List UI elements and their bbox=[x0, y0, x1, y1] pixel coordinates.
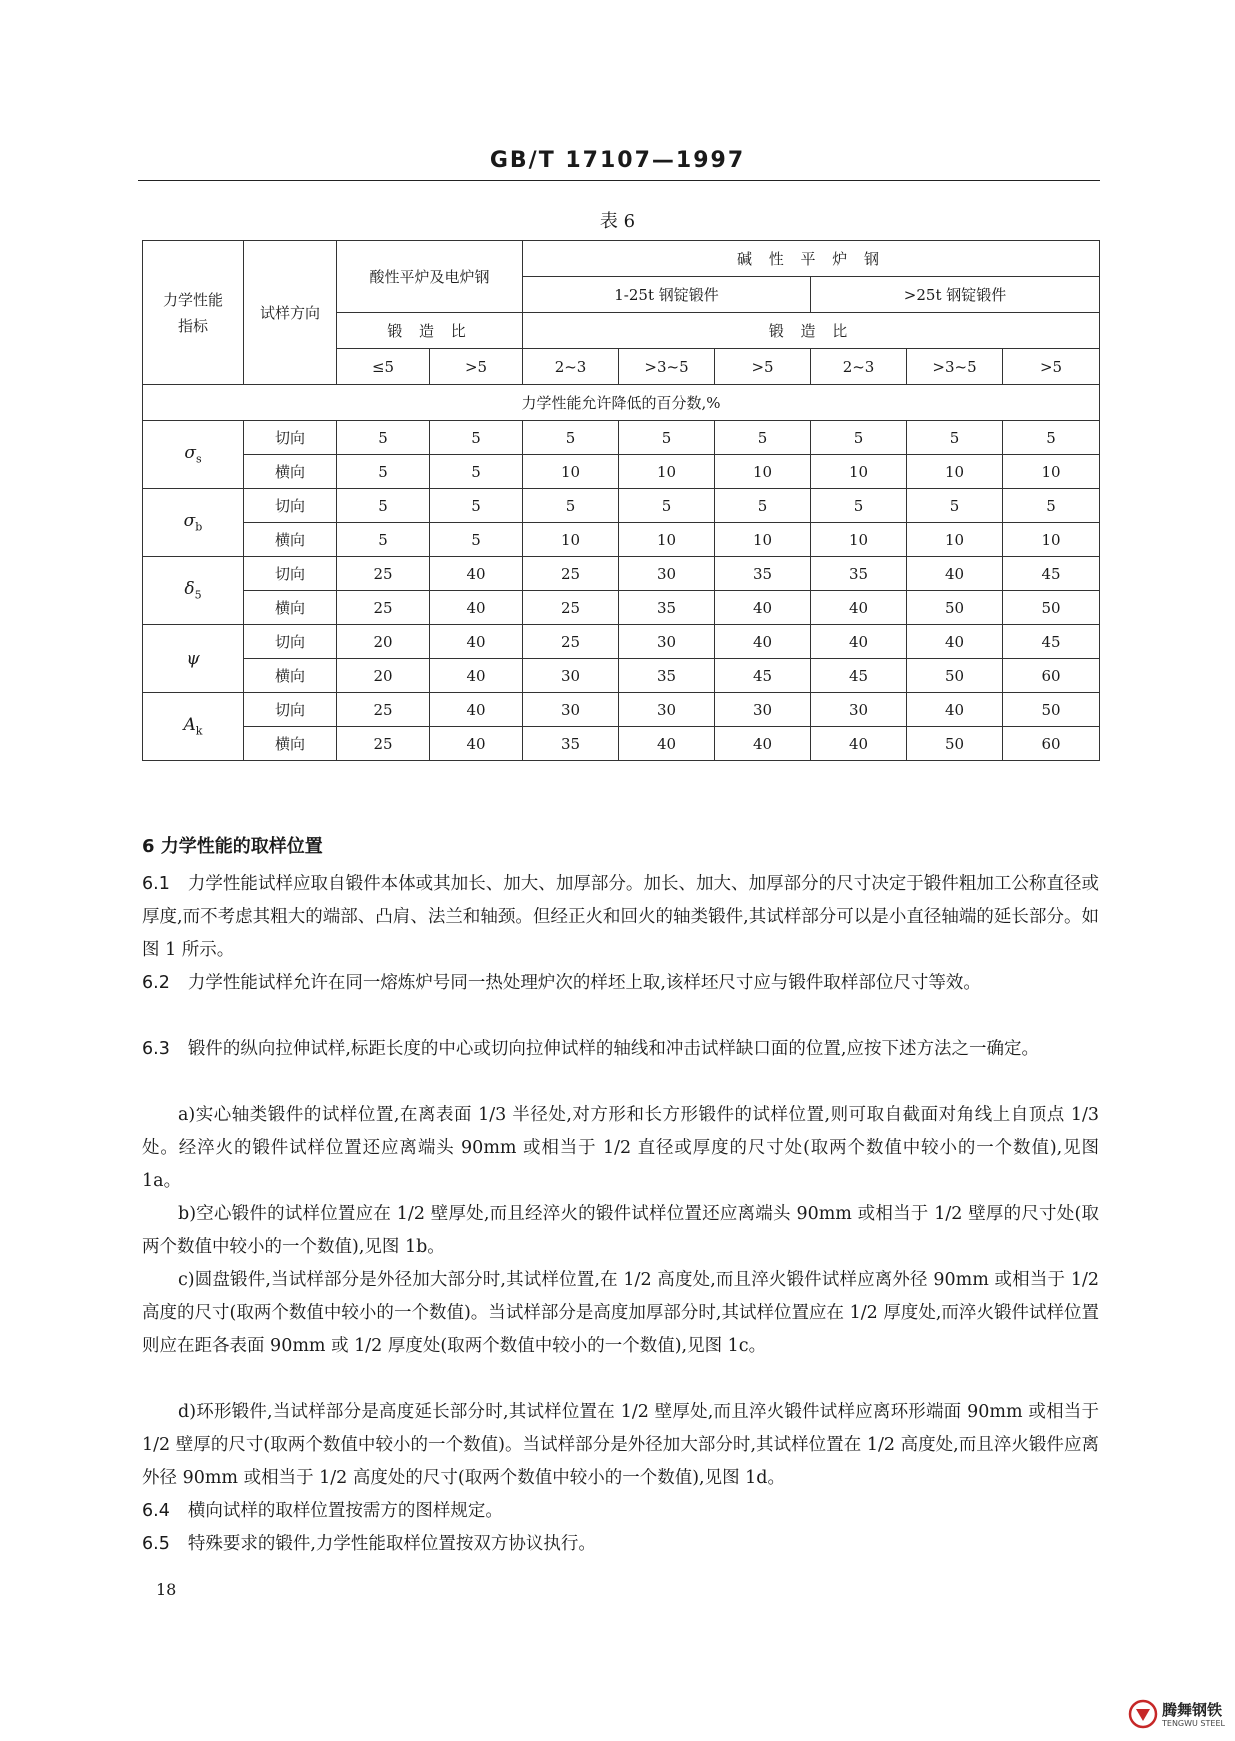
table-row bbox=[143, 421, 1100, 455]
value-cell: 25 bbox=[337, 591, 430, 625]
paragraph-6-3 bbox=[142, 1033, 1099, 1066]
value-cell: 45 bbox=[1003, 557, 1100, 591]
paragraph-6-1 bbox=[142, 868, 1099, 967]
value-cell: 30 bbox=[715, 693, 811, 727]
value-cell: 40 bbox=[907, 693, 1003, 727]
para-number-6-4: 6.4 bbox=[142, 1501, 170, 1521]
value-cell: 5 bbox=[907, 421, 1003, 455]
value-cell: 5 bbox=[337, 523, 430, 557]
standard-code-header: GB/T 17107—1997 bbox=[489, 148, 746, 173]
direction-cell: 横向 bbox=[244, 659, 337, 693]
value-cell: 10 bbox=[907, 455, 1003, 489]
value-cell: 40 bbox=[430, 693, 523, 727]
table-row bbox=[143, 693, 1100, 727]
value-cell: 50 bbox=[1003, 693, 1100, 727]
col-header-forging-ratio-acid: 锻 造 比 bbox=[337, 313, 523, 349]
page-number: 18 bbox=[156, 1580, 177, 1599]
section-title: 6 力学性能的取样位置 bbox=[142, 836, 323, 857]
value-cell: 10 bbox=[811, 455, 907, 489]
logo-mark-icon bbox=[1128, 1699, 1158, 1729]
para-text-6-3: 锻件的纵向拉伸试样,标距长度的中心或切向拉伸试样的轴线和冲击试样缺口面的位置,应按下述方法之一确定。 bbox=[187, 1039, 1039, 1059]
property-symbol: $\sigma_b$ bbox=[183, 511, 203, 534]
value-cell: 60 bbox=[1003, 659, 1100, 693]
direction-cell: 横向 bbox=[244, 455, 337, 489]
value-cell: 5 bbox=[907, 489, 1003, 523]
value-cell: 25 bbox=[523, 591, 619, 625]
value-cell: 25 bbox=[337, 557, 430, 591]
value-cell: 10 bbox=[523, 523, 619, 557]
value-cell: 10 bbox=[619, 455, 715, 489]
value-cell: 30 bbox=[523, 693, 619, 727]
property-symbol-subscript: k bbox=[195, 724, 203, 738]
property-symbol: $\delta_5$ bbox=[184, 579, 202, 602]
col-header-acid: 酸性平炉及电炉钢 bbox=[337, 241, 523, 313]
value-cell: 35 bbox=[715, 557, 811, 591]
direction-cell: 切向 bbox=[244, 693, 337, 727]
value-cell: 30 bbox=[811, 693, 907, 727]
direction-cell: 切向 bbox=[244, 421, 337, 455]
ratio-header-cell: 2~3 bbox=[811, 349, 907, 385]
direction-cell: 横向 bbox=[244, 727, 337, 761]
ratio-header-cell: 2~3 bbox=[523, 349, 619, 385]
value-cell: 30 bbox=[523, 659, 619, 693]
value-cell: 5 bbox=[523, 489, 619, 523]
value-cell: 10 bbox=[811, 523, 907, 557]
table-row bbox=[143, 591, 1100, 625]
value-cell: 5 bbox=[430, 421, 523, 455]
value-cell: 40 bbox=[811, 625, 907, 659]
table-row bbox=[143, 523, 1100, 557]
para-text-6-4: 横向试样的取样位置按需方的图样规定。 bbox=[187, 1501, 503, 1521]
value-cell: 30 bbox=[619, 625, 715, 659]
value-cell: 5 bbox=[619, 489, 715, 523]
value-cell: 20 bbox=[337, 659, 430, 693]
value-cell: 25 bbox=[337, 693, 430, 727]
paragraph-6-3-b: b)空心锻件的试样位置应在 1/2 壁厚处,而且经淬火的锻件试样位置还应离端头 90mm 或相当于 1/2 壁厚的尺寸处(取两个数值中较小的一个数值),见图 1b。 bbox=[142, 1204, 1099, 1257]
paragraph-6-2 bbox=[142, 967, 1099, 1000]
value-cell: 35 bbox=[619, 659, 715, 693]
value-cell: 50 bbox=[907, 591, 1003, 625]
table-row bbox=[143, 625, 1100, 659]
col-header-basic-large: >25t 钢锭锻件 bbox=[811, 277, 1100, 313]
direction-cell: 横向 bbox=[244, 523, 337, 557]
direction-cell: 切向 bbox=[244, 625, 337, 659]
value-cell: 50 bbox=[907, 727, 1003, 761]
table-caption: 表 6 bbox=[599, 211, 636, 232]
property-symbol-cell bbox=[143, 625, 244, 693]
paragraph-6-3-d: d)环形锻件,当试样部分是高度延长部分时,其试样位置在 1/2 壁厚处,而且淬火锻件试样应离环形端面 90mm 或相当于 1/2 壁厚的尺寸(取两个数值中较小的一个数值)。当试样部分是外径加大部分时,其试样位置在 1/2 高度处,而且淬火锻件应离外径 90mm 或相当于 1/2 高度处的尺寸(取两个数值中较小的一个数值),见图 1d。 bbox=[142, 1402, 1099, 1488]
direction-cell: 横向 bbox=[244, 591, 337, 625]
property-symbol: ψ bbox=[186, 648, 200, 669]
para-text-6-5: 特殊要求的锻件,力学性能取样位置按双方协议执行。 bbox=[187, 1534, 596, 1554]
value-cell: 60 bbox=[1003, 727, 1100, 761]
property-symbol-subscript: 5 bbox=[194, 588, 202, 602]
para-number-6-2: 6.2 bbox=[142, 973, 170, 993]
paragraph-6-3-c: c)圆盘锻件,当试样部分是外径加大部分时,其试样位置,在 1/2 高度处,而且淬火锻件试样应离外径 90mm 或相当于 1/2 高度的尺寸(取两个数值中较小的一个数值)。当试样部分是高度加厚部分时,其试样位置应在 1/2 厚度处,而淬火锻件试样位置则应在距各表面 90mm 或 1/2 厚度处(取两个数值中较小的一个数值),见图 1c。 bbox=[142, 1270, 1099, 1356]
ratio-header-cell: >3~5 bbox=[907, 349, 1003, 385]
value-cell: 45 bbox=[811, 659, 907, 693]
value-cell: 40 bbox=[715, 727, 811, 761]
ratio-header-cell: >5 bbox=[1003, 349, 1100, 385]
direction-cell: 切向 bbox=[244, 489, 337, 523]
value-cell: 35 bbox=[619, 591, 715, 625]
para-number-6-3: 6.3 bbox=[142, 1039, 170, 1059]
value-cell: 40 bbox=[430, 727, 523, 761]
value-cell: 30 bbox=[619, 557, 715, 591]
para-text-6-2: 力学性能试样允许在同一熔炼炉号同一热处理炉次的样坯上取,该样坯尺寸应与锻件取样部位尺寸等效。 bbox=[187, 973, 981, 993]
property-symbol-cell bbox=[143, 421, 244, 489]
value-cell: 10 bbox=[523, 455, 619, 489]
value-cell: 45 bbox=[715, 659, 811, 693]
property-symbol-cell bbox=[143, 557, 244, 625]
value-cell: 40 bbox=[430, 625, 523, 659]
value-cell: 40 bbox=[430, 591, 523, 625]
logo-text-cn: 腾舞钢铁 bbox=[1162, 1701, 1223, 1719]
para-text-6-1: 力学性能试样应取自锻件本体或其加长、加大、加厚部分。加长、加大、加厚部分的尺寸决定于锻件粗加工公称直径或厚度,而不考虑其粗大的端部、凸肩、法兰和轴颈。但经正火和回火的轴类锻件,其试样部分可以是小直径轴端的延长部分。如图 1 所示。 bbox=[142, 874, 1099, 960]
table-row bbox=[143, 659, 1100, 693]
value-cell: 25 bbox=[523, 557, 619, 591]
company-logo bbox=[1128, 1695, 1228, 1733]
value-cell: 40 bbox=[907, 625, 1003, 659]
header-rule bbox=[138, 180, 1100, 181]
value-cell: 5 bbox=[430, 455, 523, 489]
value-cell: 10 bbox=[619, 523, 715, 557]
value-cell: 5 bbox=[430, 489, 523, 523]
value-cell: 40 bbox=[907, 557, 1003, 591]
value-cell: 35 bbox=[811, 557, 907, 591]
value-cell: 5 bbox=[715, 489, 811, 523]
value-cell: 25 bbox=[523, 625, 619, 659]
value-cell: 50 bbox=[1003, 591, 1100, 625]
value-cell: 50 bbox=[907, 659, 1003, 693]
table-row bbox=[143, 489, 1100, 523]
value-cell: 5 bbox=[430, 523, 523, 557]
value-cell: 5 bbox=[1003, 421, 1100, 455]
value-cell: 10 bbox=[1003, 455, 1100, 489]
property-symbol-subscript: b bbox=[195, 520, 203, 534]
direction-cell: 切向 bbox=[244, 557, 337, 591]
table-subheader: 力学性能允许降低的百分数,% bbox=[143, 385, 1100, 421]
para-number-6-5: 6.5 bbox=[142, 1534, 170, 1554]
value-cell: 10 bbox=[715, 455, 811, 489]
value-cell: 10 bbox=[907, 523, 1003, 557]
value-cell: 20 bbox=[337, 625, 430, 659]
value-cell: 10 bbox=[715, 523, 811, 557]
table-body bbox=[143, 421, 1100, 761]
value-cell: 35 bbox=[523, 727, 619, 761]
property-symbol-subscript: s bbox=[195, 452, 202, 466]
property-symbol: $\sigma_s$ bbox=[184, 443, 202, 466]
value-cell: 40 bbox=[715, 625, 811, 659]
value-cell: 5 bbox=[1003, 489, 1100, 523]
value-cell: 5 bbox=[811, 421, 907, 455]
property-symbol: $A_k$ bbox=[183, 715, 203, 738]
col-header-forging-ratio-basic: 锻 造 比 bbox=[523, 313, 1100, 349]
col-header-basic-small: 1-25t 钢锭锻件 bbox=[523, 277, 811, 313]
value-cell: 30 bbox=[619, 693, 715, 727]
mechanical-property-table bbox=[142, 240, 1100, 761]
col-header-basic: 碱 性 平 炉 钢 bbox=[523, 241, 1100, 277]
col-header-property bbox=[143, 241, 244, 385]
value-cell: 5 bbox=[715, 421, 811, 455]
para-number-6-1: 6.1 bbox=[142, 874, 170, 894]
value-cell: 5 bbox=[337, 489, 430, 523]
ratio-header-cell: >5 bbox=[715, 349, 811, 385]
logo-text-en: TENGWU STEEL bbox=[1162, 1719, 1225, 1728]
value-cell: 10 bbox=[1003, 523, 1100, 557]
value-cell: 40 bbox=[430, 659, 523, 693]
ratio-header-cell: >3~5 bbox=[619, 349, 715, 385]
table-row bbox=[143, 455, 1100, 489]
value-cell: 40 bbox=[811, 591, 907, 625]
paragraph-6-3-a: a)实心轴类锻件的试样位置,在离表面 1/3 半径处,对方形和长方形锻件的试样位置,则可取自截面对角线上自顶点 1/3 处。经淬火的锻件试样位置还应离端头 90mm 或相当于 1/2 直径或厚度的尺寸处(取两个数值中较小的一个数值),见图 1a。 bbox=[142, 1105, 1099, 1191]
value-cell: 5 bbox=[619, 421, 715, 455]
value-cell: 45 bbox=[1003, 625, 1100, 659]
property-symbol-cell bbox=[143, 489, 244, 557]
value-cell: 5 bbox=[337, 421, 430, 455]
paragraph-6-4 bbox=[142, 1495, 1099, 1528]
col-header-property-text: 力学性能指标 bbox=[163, 290, 224, 335]
value-cell: 5 bbox=[523, 421, 619, 455]
value-cell: 40 bbox=[715, 591, 811, 625]
table-row bbox=[143, 557, 1100, 591]
value-cell: 25 bbox=[337, 727, 430, 761]
value-cell: 40 bbox=[619, 727, 715, 761]
property-symbol-cell bbox=[143, 693, 244, 761]
ratio-header-cell: ≤5 bbox=[337, 349, 430, 385]
value-cell: 5 bbox=[811, 489, 907, 523]
col-header-direction: 试样方向 bbox=[244, 241, 337, 385]
value-cell: 5 bbox=[337, 455, 430, 489]
value-cell: 40 bbox=[430, 557, 523, 591]
table-row bbox=[143, 727, 1100, 761]
value-cell: 40 bbox=[811, 727, 907, 761]
ratio-header-cell: >5 bbox=[430, 349, 523, 385]
paragraph-6-5 bbox=[142, 1528, 1099, 1561]
